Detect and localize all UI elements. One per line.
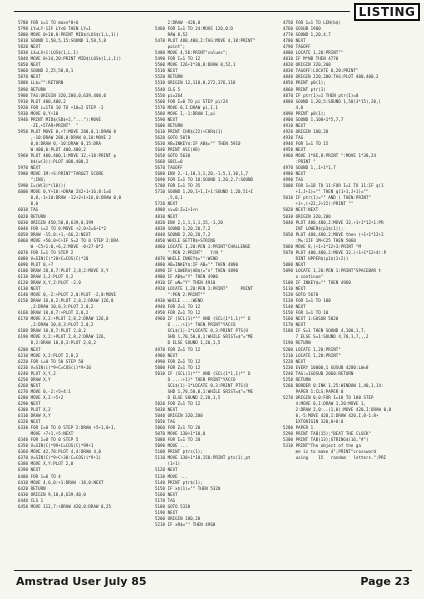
code-line: 5610 PRINT CHR$(22)+CHR$(1) [155,128,223,134]
code-line: 4810 IF M*NB THEN 4770 [283,56,339,62]
code-line: 6220 FOR i=0 TO 50 STEP 50 [18,358,84,364]
code-line: 5700 FOR I=1 TO 35 [155,183,201,189]
code-line: D ELSE SOUND 1,20,1,5 [155,340,221,346]
code-line: 5840 MOVE 0+34,20:PRINT MID$(LOS$(1,L,1)) [18,56,122,62]
code-line: 5180 IF S=1 THEN SOUND 4,100,1,7, [283,328,366,334]
code-line: 4830 TAGOFF:LOCATE 0,20:PRINT" [283,68,359,74]
code-line: 4820 ORIGIN 320,200 [283,62,331,68]
code-line: :M=:1IF 1M+C25 THEN 5060 [283,237,356,243]
code-line: 4750 FOR 1=1 TO LEN(b$) [283,20,341,25]
code-line: 5090 MOVE ... [155,443,188,449]
code-line: O ...:+1)* THEN PRINT"YACCO [155,322,236,328]
code-line: O ...:+1)* THEN PRINT"YACCO [155,376,236,382]
code-line: (1+1) [155,461,181,467]
code-line: 5490 FOR I=1 TO 12 [155,56,201,62]
code-line: 5470 PLOT 480,400,2:TAG:MOVE 4,18:PRINT" [155,38,256,44]
code-line: 6040 FOR i=2 TO 0:MOVE +2,0+2=6+1*2 [18,225,107,231]
code-line: 5290 PRINT TAB(15);"BEAT THE CLOCK" [283,431,372,437]
code-line: 4960 IF (SCL(1)*"" AND (SCL(1*1,1)*" D [155,316,251,322]
code-line: 5970 NEXT [18,165,41,171]
code-line: ,-10:DRAW 280,0:DRAW 0,10:MOVE 2 [18,134,112,140]
code-line: 5530 ORIGIN 12,118,0,272,376,118 [155,80,236,86]
code-line: 5890 RETURN [18,86,46,92]
code-line: 6000 MOVE 0,Y+10:+DRAW 242+1+16,0:1=6 [18,189,112,195]
code-line: 4780 NEXT [283,38,306,44]
code-line: 4910 NEXT [283,122,306,128]
code-line: ,2:DRAW 10,0,3:PLOT 2,0,2 [18,304,94,310]
code-line: 5000 FOR 1=1B TO 11:FOR I=1 TO 11:IF q(1 [283,183,384,189]
code-line: 6350 V=SIN(C)*99+C=COS(C)*99+1 [18,443,94,449]
code-line: 5190 NEXT [155,509,178,515]
code-line: 5190 RETURN [283,340,311,346]
code-line: 4940 FOR Z=1 TO 12 [155,304,201,310]
code-line: 5020 NEXT:NEXT [283,207,319,213]
code-line: 4950 FOR Z=1 TO 12 [155,310,201,316]
code-line: SCL$(1)-1*LOCATE 0,3:PRINT PTS(O [155,328,249,334]
section-tab: LISTING [354,3,420,21]
code-line: 4930 WHILE ...:WEND [155,298,203,304]
code-line: 5570 MOVE 0,I:DRAW pi,I,1 [155,104,218,110]
code-line: 5950 PLOT MOVE 0,+7:MOVE 280,0,1:DRAW 0 [18,128,117,134]
code-line: 5180 GOTO 5320 [155,503,191,509]
listing-column-2 [155,20,283,565]
code-line: 4800 LOCATE 1,20:PRINT"" [283,50,344,56]
code-line: 4:MOVE 0,I:DRAW 1,20:MOVE 1, [283,400,366,406]
code-line: 5920 FOR i=1TO 10 TO +10=2 STEP -2 [18,104,104,110]
code-line: D ELSE SOUND 2,20,1,5 [155,394,221,400]
code-line: 5720 NEXT [155,201,178,207]
page-number: Page 23 [360,575,410,588]
code-line: 4950 NEXT [283,146,306,152]
code-line: ";INS; [18,177,46,183]
code-line: 4890 PRINT p0(1); [283,110,326,116]
code-line: 6020 RETURN [18,213,46,219]
code-line: 4970 SOUND 1,,1+1*1,7 [283,165,336,171]
code-line: 6230 V=SIN(i)*9+C=COS(i)*9+10 [18,364,91,370]
code-line: 5040 ORIGIN 320,200 [155,413,203,419]
code-line: 4770 SOUND 1,20,4,7 [283,32,331,38]
code-line: 4990 TAG [283,177,304,183]
code-line: 6300 PLOT X,2 [18,407,51,412]
code-line: 5010 IF (SCL(1)*"" AND (SCL(1*1,1)*" D [155,370,251,376]
header-rule [14,11,350,12]
code-line: 5050 TAG [155,419,176,425]
code-line: 5170 NEXT [283,322,306,328]
code-line: 5580 MOVE I,-1:DRAW I,pi [155,110,216,116]
code-line: 8,2:DRAW 10,8,3:PLOT 2,0,2 [18,340,96,346]
code-line: 5280 PAPER 1 [283,425,314,431]
code-line: 5140 NEXT [283,304,306,310]
code-line: 4880 SOUND 1,20,5:SOUND 1,50(3*15),20,( [283,98,382,104]
code-line: SHD 1,70,50,0,1:WHILE SRIST=$"="ME [155,388,254,394]
code-line: 6450 MOVE 112,7:+DRAW 420,0:DRAW 0,25 [18,503,112,509]
code-line: 4920 ORIGIN 180,20 [283,128,329,134]
code-line: 5150 IF x$(1)="" THEN 5320 [155,485,221,491]
code-line: 5690 FOR I=1 TO 10:SOUND 1,20,2,7:SOUND [155,177,254,183]
code-line: 6180 DRAW 10,8,7:PLOT 2,0,2 [18,328,86,334]
code-line: 0,-5:MOVE 420,I:DRAW 420,I,0-1:8+ [283,413,379,419]
code-line: 5780 FOR z=1 TO maxn*8+6 [18,20,79,25]
code-line: 4870 WHILE INKEY$="":WEND [155,255,218,261]
code-line: INT LOWER$(p1$(1)); [283,225,344,231]
listing-column-3 [283,20,411,565]
code-line: ,2:DRAW 10,8,3:PLOT 2,0,2 [18,322,94,328]
code-line: 5540 CLS 5 [155,86,181,92]
code-line: using 15 random letters.";PRI [283,455,387,461]
code-line: 5460 FOR I=1 TO 24:MOVE 120,0:D [155,26,233,32]
code-line: 5790 LY=LY-1IF LY<0 THEN LY=1 [18,26,91,32]
code-line: 5660 SBCL=0 [155,159,183,165]
code-line: 4900 IF AB$="Y" THEN 4900 [155,273,218,279]
code-line: 6440 CLS 1 [18,497,44,503]
code-line: 5000 FOR Z=1 TO 12 [155,364,201,370]
code-line: 6380 MOVE X,Y:PLOT 2,0 [18,461,74,467]
code-line: 4850 PRINT p0(1); [283,80,326,86]
code-line: 4970 FOR Z=1 TO 12 [155,346,201,352]
code-line: 7 ELSE S=1:SOUND 4,70,1,7,,,2 [283,334,369,340]
code-line: 5150 FOR 1=1 TO 10 [283,310,329,316]
code-line: 5630 AB=INKEY$:IF AB$="" THEN 5910 [155,140,241,146]
code-line: 4980 NEXT [155,352,178,358]
code-line: 5930 MOVE 0,Y+10 [18,110,59,116]
code-line: 5060 MOVE 8,(+1+1*12+3:PRINT "M [283,243,361,249]
code-line: 4940 FOR 1=1 TO 15 [283,140,329,146]
code-line: b$(w(3)):PLOT 400,400,2 [18,159,89,165]
code-line: 5210 LOCATE 1,20:PRINT" [283,352,341,358]
code-line: 5110 NEXT [283,286,306,292]
code-line: 5820 NEXT [18,44,41,50]
code-line: 4960 MOVE 1*8E,8:PRINT ":MOVE 1*38,24 [283,153,377,159]
code-line: 5850 NEXT [18,62,41,68]
code-line: MOVE +7+1,+5:NEXT [18,431,74,437]
code-line: 4860 LOCATE 1,20:PEN 1:PRINT"CHALLENGE [155,243,251,249]
code-line: 5100 PRINT ptrs(1); [155,449,203,455]
code-line: 5070 MOVE 130+1*10,0 [155,431,206,437]
code-line: 5910 PLOT 400,400,2 [18,98,66,104]
code-line: 5210 IF xR$="" THEN 4960 [155,521,216,527]
code-line: 6280 MOVE X,2:+5+2 [18,394,64,400]
code-line: 6370 V=SIN(C)*9+C+30:C=COS(i*9+1) [18,455,101,461]
code-line: 5310 PRINT"The object of the ga [283,443,361,449]
code-line: 6110 DRAW 3,2:PLOT X,2 [18,273,74,279]
listing-column-1 [18,20,146,565]
code-line: 5900 TAG:ORIGIN 320,200,0,639,400,0 [18,92,107,98]
code-line: 5260 BORDER 0:INK 1,25:WINDOW 1,40,1,14: [283,382,384,388]
code-line: 6200 NEXT [18,346,41,352]
code-line: 5980 MOVE 1M:+S:PRINT"TARGET SCORE [18,171,104,177]
code-line: 5500 MOVE 126+I*30,8:DRAW 0,52,1 [155,62,236,68]
code-line: 5830 LX=LX+1:LOS$(1,L,1) [18,50,79,56]
code-line: 4810 NEXT [155,213,178,219]
code-line: 6320 NEXT [18,419,41,425]
code-line: 4880 AB=INKEY$:IF AB="" THEN 4880 [155,261,238,267]
code-line: 5670 TAGOFF [155,165,183,171]
code-line: 5870 NEXT [18,74,41,80]
code-line: 5220 NEXT [283,358,306,364]
code-line: 4760 GOSUB 1980 [283,26,321,32]
code-line: 6080 V=SIN(C)*20+C=COS(C)*20 [18,255,89,261]
code-line: 6250 DRAW X,Y [18,376,51,382]
code-line: 6010 TAG [18,207,39,213]
code-line: 4980 NEXT [283,171,306,177]
code-line: me is to make 4";PRINT"crossword [283,449,377,455]
code-line: 5240 TAG:=1GOSUB 2060:RETURN [283,370,354,376]
code-line: 4900 SOUND 1,100+1*5,7,7 [283,116,344,122]
code-line: 6140 MOVE 0,-2:+PLOT 2,0:PLOT -2,0:MOVE [18,292,117,298]
code-line: EXTORIGIN 320,8+8:0 [283,419,344,425]
code-line: 6410 MOVE 4,6,0:+1:DRAW -18,0:NEXT [18,479,104,485]
code-line: point"; [155,44,186,50]
code-line: ":PEN 2:PRINT" Y/N " [155,249,223,255]
code-line: 5130 FOR 1=1 TO 100 [283,298,331,304]
code-line: 5080 FOR I=1 TO 20 [155,437,201,443]
code-line: 5230 EVERY 10000,1 GOSUB 4280:LW=8 [283,364,369,370]
code-line: 5620 GOTO 5070 [155,134,191,140]
code-line: 4850 WHILE GETTR$+STRING [155,237,216,243]
code-line: 5140 PRINT ptr$(1); [155,479,203,485]
code-line: 5030 ORIGIN 320,200 [283,213,331,219]
code-line: 6390 NEXT [18,467,41,473]
code-line: 6090 PLOT 0,+7 [18,261,54,267]
code-line: 5080 NEXT [283,261,306,267]
magazine-issue: Amstrad User July 85 [16,575,147,588]
code-line: 6240 PLOT X,Y,2 [18,370,56,376]
code-line: SCL$(1)-1*LOCATE 0,3:PRINT PTS(O [155,382,249,388]
code-line: 5800 MOVE 0+30,8:PRINT MID$(LOS$(1,L,1)) [18,32,119,38]
code-line: 6340 FOR 1=0 TO 0 STEP 5 [18,437,79,443]
code-line: ":PEN 2:PRINT"" [155,292,206,298]
code-line: 5120 GOTO 5670 [283,292,319,298]
code-line: 6120 DRAW X,Y,2:PLOT -2,0 [18,280,81,286]
code-line: 5110 MOVE 130+1*10,150:PRINT pts(1),pt [155,455,251,461]
code-line: RAW 8,52 [155,32,188,38]
code-line: 6160 DRAW 10,8,7:+PLOT 2,8,2 [18,310,89,316]
code-line: 5810 SOUND 1,50,5,15:SOUND 1,50,5,8 [18,38,107,44]
code-line: 4840 ORIGIN 220,200:TAG:PLOT 400,400,2 [283,74,379,80]
code-line: SHD 1,70,50,0,1:WHILE SRIST=$"="ME [155,334,254,340]
code-line: 6050 DRAW -15,0:+1,-66,2:NEXT [18,231,91,237]
code-line: 5270 ORIGIN 0,0:FOR I=18 TO 100 STEP [283,394,374,400]
code-line: 6330 FOR I=0 TO 0 STEP 2:DRAW +5+1,0+I, [18,425,117,431]
code-line: 0,0 [18,201,39,207]
code-line: 5070 PLOT 480,480,2:MOVE 32,(+1+1*12+4):P [283,249,387,255]
code-line: 6210 MOVE X,2:PLOT 2,8,2 [18,352,79,358]
code-line: 6290 NEXT [18,400,41,406]
code-line: 5200 ORIGIN 180,20 [155,515,201,521]
code-line: 4920 LOCATE 1,20:PEN 1:PRINT" POINT [155,286,254,292]
code-line: RINT UPPER$(p1$(1+2)) [283,255,349,261]
code-line: 5010 IF ptr(1)="" AND ( THEN:PRINT" [283,195,372,201]
code-line: 6150 DRAW 10,0,2:PLOT 2,8,2:DRAW 126,8 [18,298,114,304]
code-line: 6060 MOVE +50,0+C+IF S=2 TO 0 STEP 2:DRA [18,237,119,243]
code-line: 4890 IF LOWER$(AB$)="n" THEN 4890 [155,267,238,273]
code-line: 5600 RETURN [155,122,183,128]
code-line: 5090 LOCATE 1,20:PEN 1:PRINT"SPACEBAR t [283,267,382,273]
code-line: 6270 MOVE 0,-2:+5+4:1 [18,388,71,394]
code-line: 5550 pi=264 [155,92,183,98]
code-line: 5030 NEXT [155,407,178,412]
code-line: 6420 RETURN [18,485,46,491]
code-line: ,5,0,1 [155,195,183,201]
code-line: PAPER 1:CLS:PAPER 0 [283,388,344,394]
code-line: 5130 MOVE ... [155,473,188,479]
code-line: 5860 SOUND 2,25,50,8,1 [18,68,74,74]
code-line: 5960 PLOT 400,400,1:MOVE 32,+10:PRINT p [18,153,117,159]
code-line: 4870 IF ptr(1)=1 THEN ptr(1)=0 [283,92,359,98]
code-line: 6190 MOVE X,2:+PLOT 2,8,2:DRAW 126, [18,334,107,340]
code-line: 5160 NEXT [155,491,178,497]
code-line: 5200 LOCATE 1,20:PRINT" [283,346,341,352]
code-line: 4840 SOUND 2,20,20,7,2 [155,231,211,237]
code-line: 0,0,-1+10:DRAW -12+2+1+16,0:DRAW 0,0 [18,195,122,201]
code-line: 4,0 [283,104,304,110]
code-line: 6170 MOVE X,2:+PLOT 2,8,2:DRAW 126,0 [18,316,109,322]
code-line: 5100 IF INKEY$="" THEN 4960 [283,280,351,286]
code-line: 4930 TAG [283,134,304,140]
code-line: 4830 SOUND 1,20,20,7,2 [155,225,211,231]
code-line: 4820 ENV 2,1,1,1,1,15,-1,20 [155,219,223,225]
code-line: 5680 ENV 2,-1,10,1,1,20,-1,5,1,10,1,7 [155,171,249,177]
code-line: W -C5+1:0,+6,2:MOVE -0+27-0*2 [18,243,104,249]
code-line: 4990 FOR Z=1 TO 12 [155,358,201,364]
code-line: 5650 GOTO 5630 [155,153,191,159]
code-line: 6260 NEXT [18,382,41,388]
code-line: 5300 PRINT TAB(13);STRING$(16,"#") [283,437,369,443]
code-line: 4790 TAGOFF [283,44,311,50]
code-line: 4800 sv=0:Z=1+1+n [155,207,198,213]
code-line: 6130 NEXT [18,286,41,292]
code-line: -ZE,+5TAR+PRINT" " [18,122,79,128]
code-line: 5940 PRINT MID$(SD$+2,"..."):MOVE [18,116,101,122]
code-line: 5050 PLOT 480,480,2:MOVE then (+1+1*12+2 [283,231,384,237]
code-line: 5020 FOR Z=1 TO 12 [155,400,201,406]
code-line: 6360 MOVE 42,78:PLOT 4,4:DRAW 4,0 [18,449,101,455]
code-line: 0,0:DRAW 0,-10:DRAW 0,15:DRA [18,140,101,146]
code-line: W 400,0:PLOT 400,400,2 [18,146,86,152]
code-line: 5640 PRINT ASC(AB) [155,146,201,152]
code-line: 5510 NEXT [155,68,178,74]
code-line: 5560 FOR I=0 TO pi STEP pi/24 [155,98,228,104]
code-line: 5160 NEXT 1:GOSUB 5020 [283,316,339,322]
code-line: 4860 PRINT ptr(1) [283,86,326,92]
code-line: 6430 ORIGIN 9,10,0,639,40,0 [18,491,86,497]
code-line: 2:DRAW -420,0 [155,20,201,25]
code-line: 5120 NEXT [155,467,178,473]
code-line: 5170 TAG [155,497,176,503]
code-line: 5880 LL$="":RETURN [18,80,64,86]
code-line: 6030 ORIGIN 450,50,0,639,0,399 [18,219,94,225]
code-line: 5590 NEXT [155,116,178,122]
code-line: 6400 FOR 1=0 TO 4 [18,473,61,479]
code-line: 2:DRAW 2,0:..(1,0):MOVE 420,I:DRAW 0,0 [283,407,392,412]
code-line: 5480 MOVE 4,56:PRINT"values"; [155,50,228,56]
code-line: 6070 FOR I=1 TO STEP 2 [18,249,74,255]
code-line: :PRINT " [283,159,316,165]
code-line: 5990 I=(W(3)*(10))) [18,183,66,189]
code-line: o continue" [283,273,324,279]
code-line: +1+,(+22,J+22):PRINT "" [283,201,354,207]
code-line: 6100 DRAW 20,8,7:PLOT 2,8,2:MOVE X,Y [18,267,109,273]
code-line: 5520 RETURN [155,74,183,80]
code-line: +1,J+1)="" THEN q(1+1,J+1)="" [283,189,369,195]
code-line: 5040 PLOT 480,480,2:MOVE 32,+1+1*12+1:PR [283,219,384,225]
code-line: 4910 IF wN="Y" THEN 4910 [155,280,216,286]
code-line: 6310 DRAW X,Y [18,413,51,419]
code-line: 5710 SOUND 1,20,I+1,I+1:SOUND 1,20,51+I [155,189,254,195]
code-line: 5060 FOR Z=1 TO 20 [155,425,201,431]
footer-rule [14,570,412,571]
code-line: 5250 RETURN [283,376,311,382]
